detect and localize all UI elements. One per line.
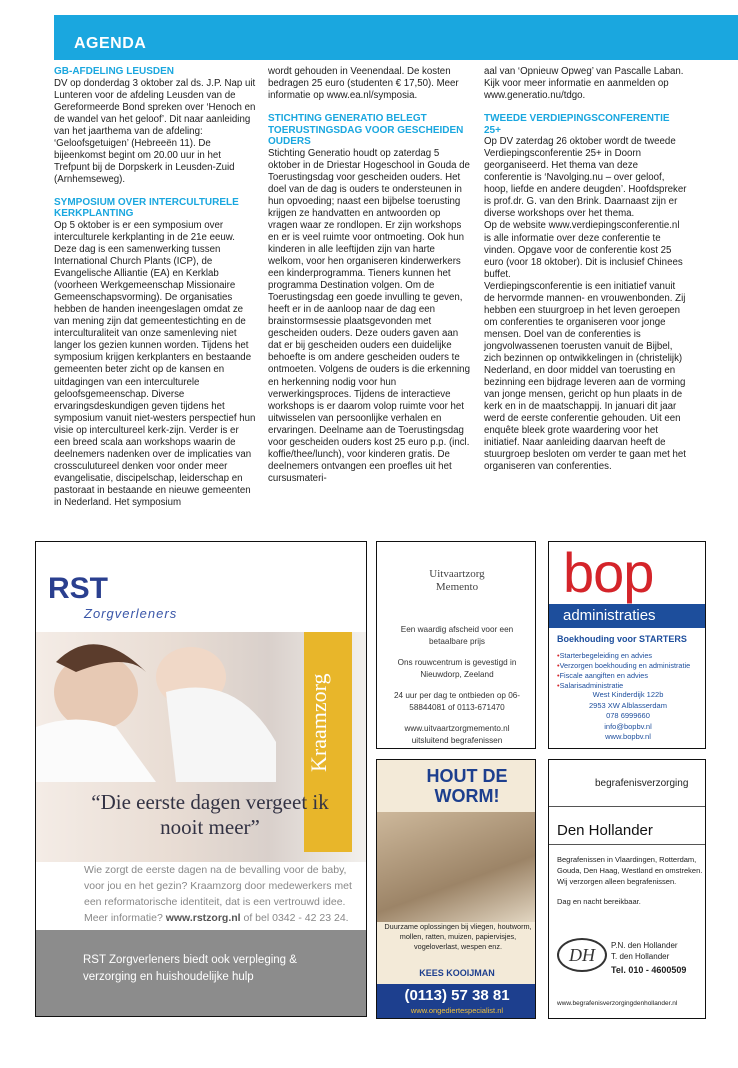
hollander-logo-letters: DH — [569, 945, 595, 965]
column-1 — [54, 66, 256, 509]
memento-brand-line2: Memento — [435, 581, 479, 593]
rst-phone: of bel 0342 - 42 23 24. — [240, 912, 349, 924]
bop-logo: bop — [563, 541, 654, 604]
hollander-name: Den Hollander — [557, 822, 653, 839]
bop-phone: 078 6999660 — [606, 711, 650, 720]
hollander-url[interactable]: www.begrafenisverzorgingdenhollander.nl — [557, 1000, 678, 1007]
rst-quote: “Die eerste dagen vergeet ik nooit meer” — [91, 790, 329, 839]
bop-address — [549, 690, 706, 743]
hollander-body — [557, 854, 703, 916]
conferentie-body: Op DV zaterdag 26 oktober wordt de tweede Verdiepingsconferentie 25+ in Doorn georganiseerd. Het thema van deze conferentie is ‘Navolging.nu – over geloof, hoop, liefde en andere deugden’. Hoofdspreker is prof.dr. G. van den Brink. Daarnaast zijn er diverse workshops over het thema. — [484, 136, 687, 220]
bop-ad[interactable] — [548, 541, 706, 749]
generatio-body: Stichting Generatio houdt op zaterdag 5 oktober in de Driestar Hogeschool in Gouda de Toerustingsdag voor gescheiden ouders. Het doel van de dag is ouders te ondersteunen in hun opvoeding; naast een bijbelse toerusting krijgen ze handvatten en antwoorden op vragen waar ze rondlopen. Er zijn workshops en er is veel ruimte voor ontmoeting. Ook hun kinderen in alle leeftijden zijn van harte welkom, voor hen organiseren kinderwerkers een kinderprogramma. Tieners kunnen het programma Destination volgen. Om de Toerustingsdag een goede invulling te geven, heeft er in de aanloop naar de dag een brainstormsessie plaatsgevonden met gescheiden ouders. Deze ouders gaven aan dat er bij gescheiden ouders een duidelijke behoefte is om andere gescheiden ouders te ontmoeten. Volgens de ouders is die erkenning en herkenning nodig voor hun verwerkingsproces. Tijdens de interactieve workshops is er daarom volop ruimte voor het uitwisselen van persoonlijke verhalen en ervaringen. Deelname aan de Toerustingsdag voor gescheiden ouders kost 25 euro p.p. (incl. koffie/thee/lunch), voor kinderen gratis. De deelnemers ontvangen een proefles uit het cursusmateri- — [268, 147, 470, 484]
kraamzorg-label: Kraamzorg — [306, 673, 331, 772]
rst-subtitle: Zorgverleners — [84, 606, 178, 621]
symposium-body-cont: wordt gehouden in Veenendaal. De kosten bedragen 25 euro (studenten € 17,50). Meer informatie op www.ea.nl/symposia. — [268, 66, 459, 102]
conferentie-body-2: Op de website www.verdiepingsconferentie.nl is alle informatie over deze conferentie te vinden. Opgave voor de conferentie kost 25 euro (voor 18 oktober). Dit is inclusief Chinees buffet. — [484, 220, 683, 280]
hout-body: Duurzame oplossingen bij vliegen, houtworm, mollen, ratten, muizen, papiervisjes, vogeloverlast, wespen enz. — [384, 922, 532, 951]
bop-email[interactable]: info@bopbv.nl — [604, 721, 652, 731]
rst-body-text: Wie zorgt de eerste dagen na de bevalling voor de baby, voor jou en het gezin? Kraamzorg door medewerkers met een reformatorische identiteit, dat is een vertrouwd idee. Meer informatie? — [84, 864, 352, 924]
wood-image — [377, 812, 536, 922]
symposium-body: Op 5 oktober is er een symposium over interculturele kerkplanting in de 21e eeuw. Deze dag is een samenwerking tussen International Church Plants (ICP), de Evangelische Alliantie (EA) en Kerklab (voorheen Werkgemeenschap Missionaire Gemeenschapsvorming). De organisaties hebben de handen ineengeslagen omdat ze van mening zijn dat gemeentestichting en de interculturaliteit van onze samenleving niet langer los gezien kunnen worden. Tijdens het symposium krijgen kerkplanters en bestaande gemeenten beter zicht op de kansen en uitdagingen van een interculturele geloofsgemeenschap. Diverse ervaringsdeskundigen geven tijdens het symposium vanuit niet-westers perspectief hun visie op intercultureel kerk-zijn. Verder is er een breed scala aan workshops waarin de deelnemers nadenken over de implicaties van crossculutureel denken voor onder meer evangelisatie, discipelschap, leiderschap en pastoraat in bestaande en nieuwe gemeenten in Nederland. Het symposium — [54, 219, 256, 508]
hout-url[interactable]: www.ongediertespecialist.nl — [410, 1006, 504, 1015]
bop-slogan: Boekhouding voor STARTERS — [557, 634, 687, 644]
hout-phone-bar — [377, 984, 536, 1018]
memento-line2: Ons rouwcentrum is gevestigd in Nieuwdorp, Zeeland — [397, 658, 517, 679]
hollander-person-1: P.N. den Hollander — [611, 941, 678, 950]
hollander-divider-2 — [549, 844, 706, 845]
memento-ad[interactable] — [376, 541, 536, 749]
mother-baby-image — [36, 632, 296, 782]
hollander-logo — [557, 938, 607, 972]
memento-line4: www.uitvaartzorgmemento.nl uitsluitend begrafenissen — [404, 724, 510, 745]
memento-line1: Een waardig afscheid voor een betaalbare prijs — [400, 625, 514, 646]
hollander-contact — [611, 940, 686, 976]
bop-services — [557, 651, 703, 691]
bop-service-item: • Verzorgen boekhouding en administratie — [557, 661, 703, 671]
hout-brand: KEES KOOIJMAN — [419, 968, 495, 978]
generatio-body-cont: aal van ‘Opnieuw Opweg’ van Pascalle Laban. Kijk voor meer informatie en aanmelden op www.generatio.nu/tdgo. — [484, 66, 684, 102]
rst-url[interactable]: www.rstzorg.nl — [165, 912, 241, 924]
hout-phone: (0113) 57 38 81 — [404, 987, 510, 1004]
agenda-title: AGENDA — [74, 35, 147, 52]
rst-ad[interactable] — [35, 541, 367, 1017]
bop-street: West Kinderdijk 122b — [592, 690, 664, 699]
bop-service-item: • Salarisadministratie — [557, 681, 703, 691]
hout-ad[interactable] — [376, 759, 536, 1019]
bop-band-label: administraties — [563, 607, 656, 624]
hollander-top: begrafenisverzorging — [595, 778, 689, 789]
bop-service-item: • Fiscale aangiften en advies — [557, 671, 703, 681]
hollander-divider — [549, 806, 706, 807]
hollander-body-1: Begrafenissen in Vlaardingen, Rotterdam, Gouda, Den Haag, Westland en omstreken. Wij verzorgen alleen begrafenissen. — [557, 855, 703, 886]
gb-title: GB-AFDELING LEUSDEN — [54, 66, 174, 77]
bop-service-item: • Starterbegeleiding en advies — [557, 651, 703, 661]
memento-brand — [377, 568, 536, 594]
hollander-person-2: T. den Hollander — [611, 952, 670, 961]
hollander-body-2: Dag en nacht bereikbaar. — [557, 897, 641, 906]
hout-headline: HOUT DE WORM! — [426, 766, 508, 806]
column-3 — [484, 66, 688, 473]
conferentie-body-3: Verdiepingsconferentie is een initiatief vanuit de hervormde mannen- en vrouwenbonden. Zij hebben een stuurgroep in het leven geroepen om conferenties te organiseren voor jonge mensen. Doel van de conferenties is jongvolwassenen toerusten vanuit de Bijbel, zich bezinnen op ontwikkelingen in (christelijk) Nederland, en door middel van toerusting en bezinning een bijdrage leveren aan de vorming van jonge mensen, gericht op hun plaats in de kerk en in de maatschappij. In januari dit jaar werd de eerste conferentie gehouden. Uit een enquête bleek grote waardering voor het initiatief. Naar aanleiding daarvan heeft de stuurgroep besloten om verder te gaan met het organiseren van conferenties. — [484, 280, 686, 473]
conferentie-title: TWEEDE VERDIEPINGSCONFERENTIE 25+ — [484, 113, 670, 136]
bop-band — [549, 604, 706, 628]
hollander-tel: Tel. 010 - 4600509 — [611, 965, 687, 975]
bop-city: 2953 XW Alblasserdam — [589, 700, 667, 710]
rst-footer — [36, 930, 367, 1016]
symposium-title: SYMPOSIUM OVER INTERCULTURELE KERKPLANTING — [54, 196, 239, 220]
hollander-ad[interactable] — [548, 759, 706, 1019]
bop-web[interactable]: www.bopbv.nl — [605, 732, 651, 741]
memento-line3: 24 uur per dag te ontbieden op 06-58844081 of 0113-671470 — [393, 691, 521, 712]
column-2 — [268, 66, 470, 485]
memento-brand-line1: Uitvaartzorg — [429, 568, 485, 580]
memento-body — [391, 624, 523, 749]
rst-logo: RST — [48, 572, 108, 605]
generatio-title: STICHTING GENERATIO BELEGT TOERUSTINGSDAG VOOR GESCHEIDEN OUDERS — [268, 113, 464, 148]
rst-body — [84, 862, 354, 926]
agenda-header — [54, 15, 738, 60]
rst-footer-text: RST Zorgverleners biedt ook verpleging & verzorging en huishoudelijke hulp — [83, 954, 297, 983]
gb-body: DV op donderdag 3 oktober zal ds. J.P. Nap uit Lunteren voor de afdeling Leusden van de Gereformeerde Bond spreken over ‘Henoch en de wandel van het geloof’. Dit naar aanleiding van het jaarthema van de afdeling: ‘Geloofsgetuigen’ (Hebreeën 11). De bijeenkomst begint om 20.00 uur in het Trefpunt bij de Dorpskerk in Leusden-Zuid (Arnhemseweg). — [54, 77, 256, 185]
